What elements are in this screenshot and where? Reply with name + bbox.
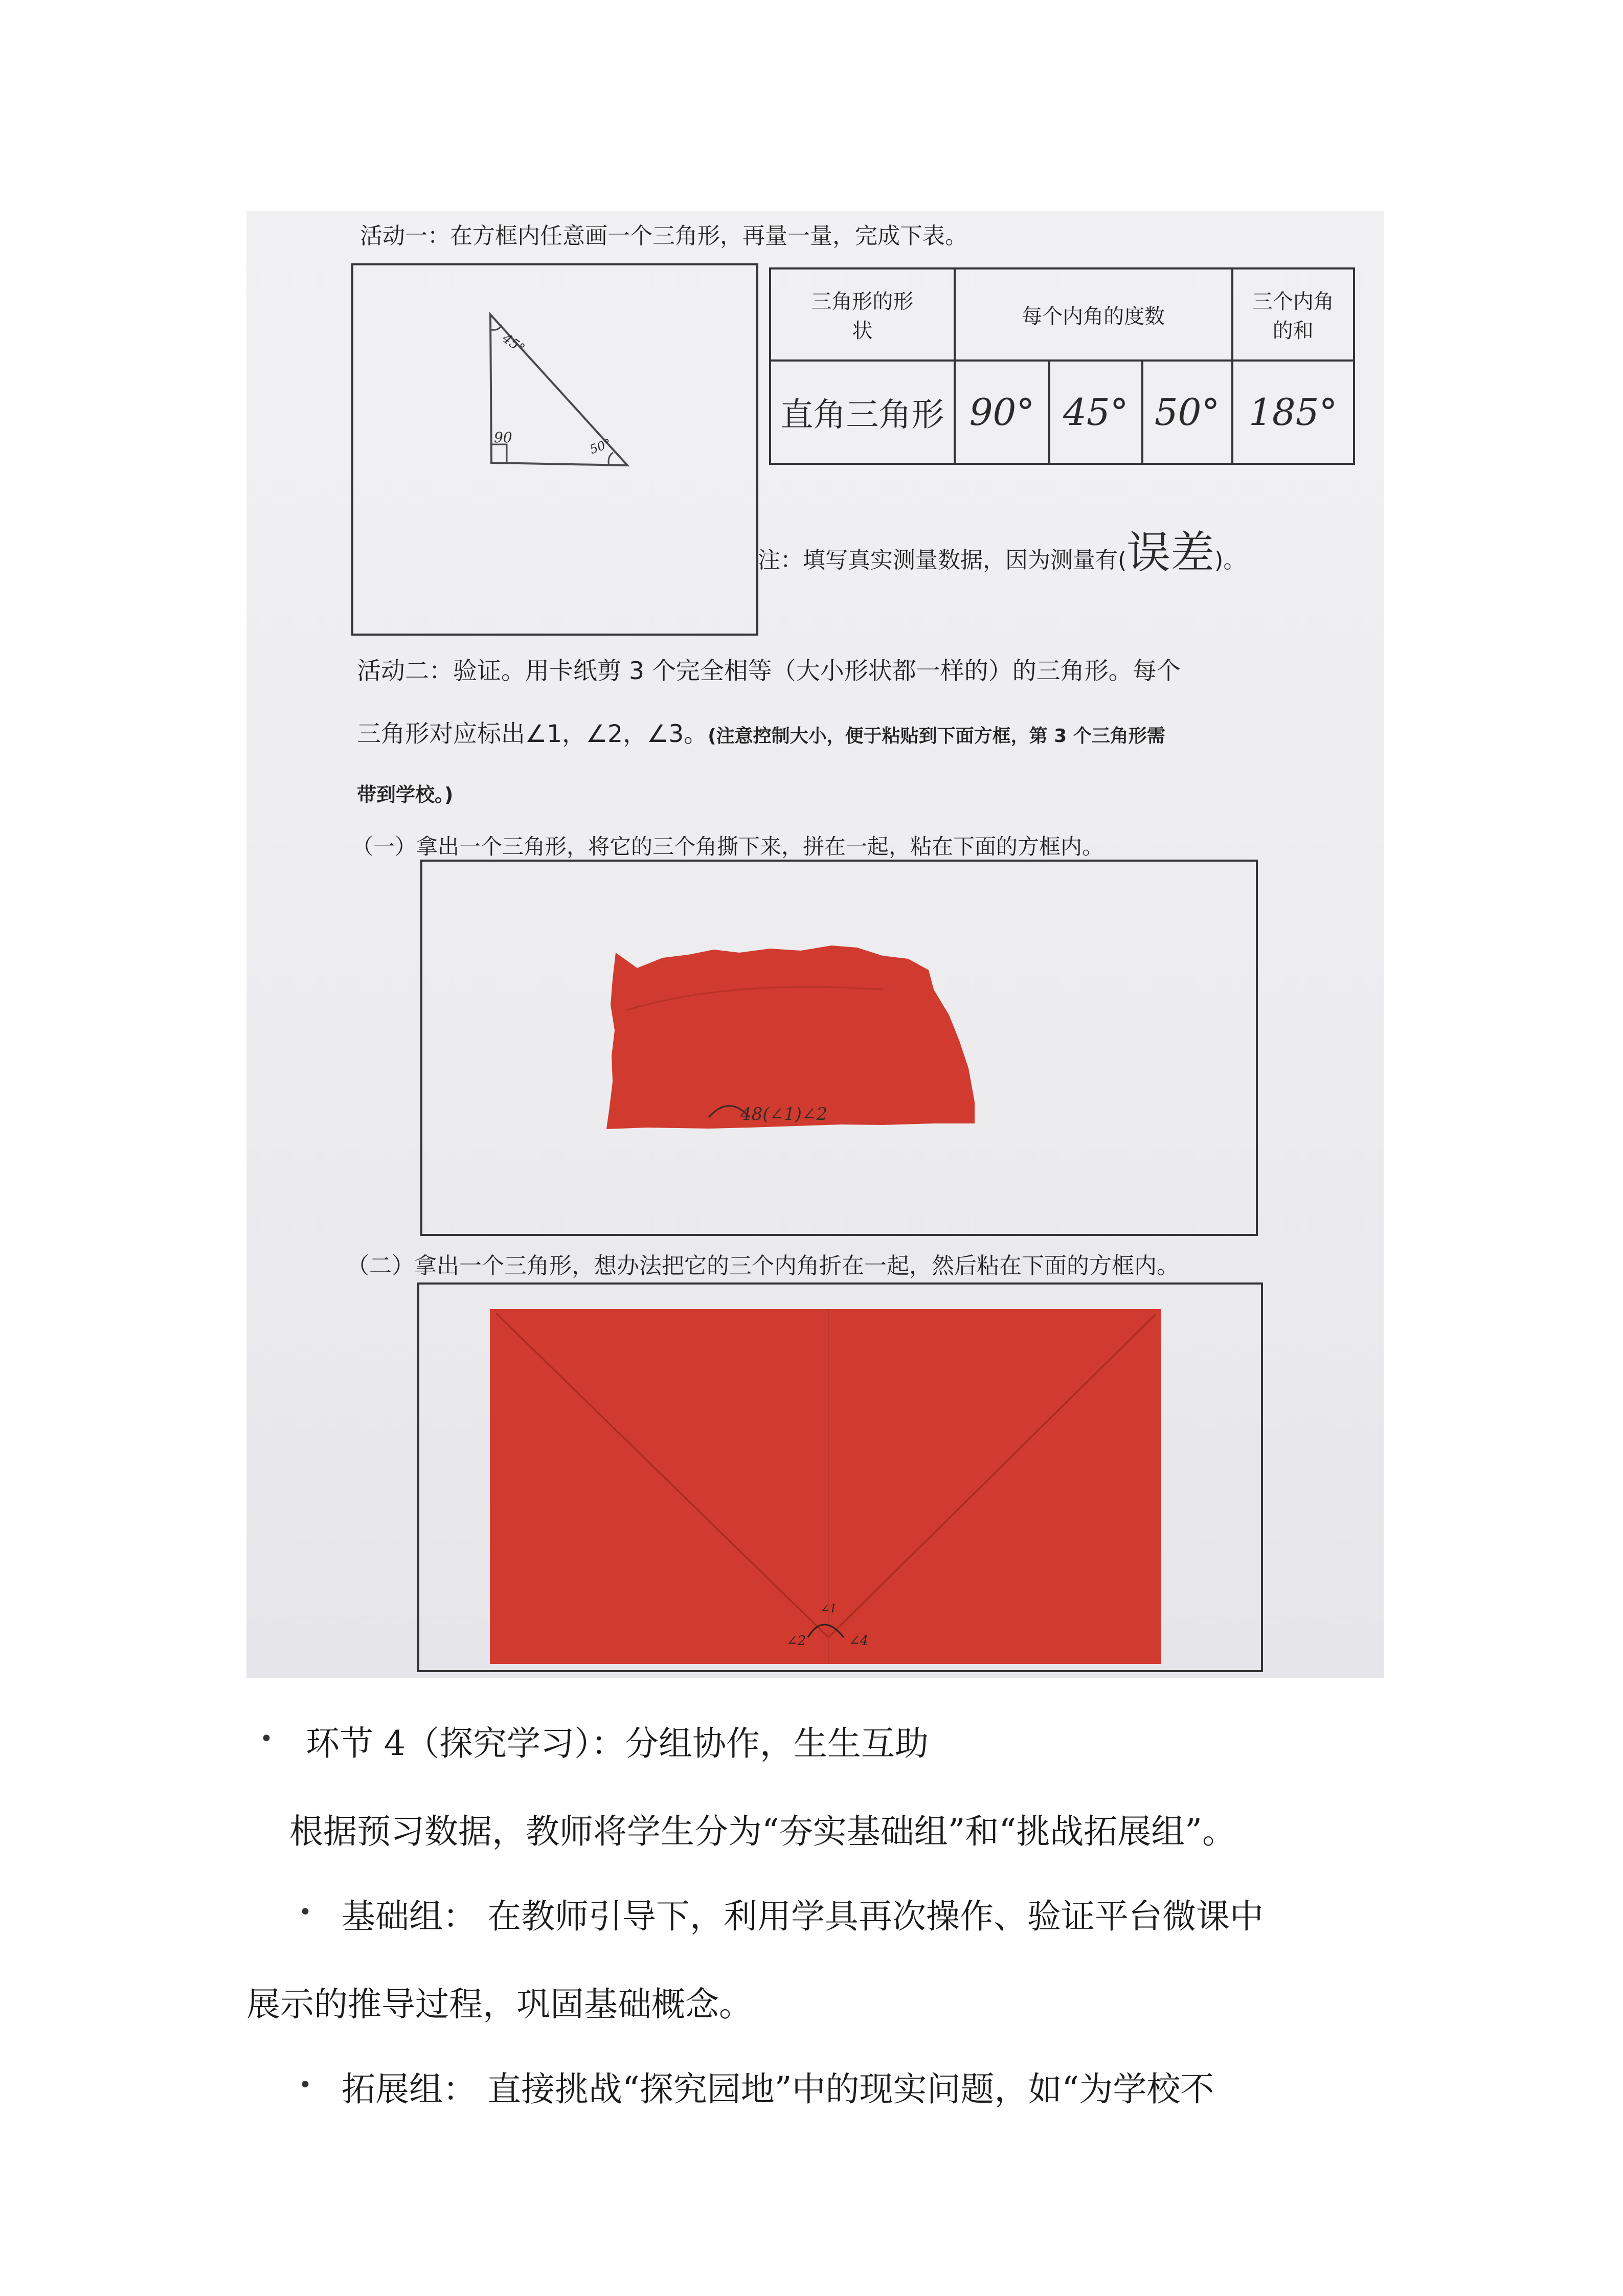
part2-label-right: ∠4 <box>849 1633 869 1649</box>
part1-box <box>420 860 1258 1236</box>
drawing-box <box>351 263 758 636</box>
note-prefix: 注：填写真实测量数据，因为测量有( <box>758 547 1127 573</box>
header-angles: 每个内角的度数 <box>955 268 1232 361</box>
extension-group-line1: 拓展组： 直接挑战“探究园地”中的现实问题，如“为学校不 <box>342 2069 1214 2109</box>
basic-group-line1: 基础组： 在教师引导下，利用学具再次操作、验证平台微课中 <box>342 1897 1264 1936</box>
basic-group-line2: 展示的推导过程，巩固基础概念。 <box>246 1985 753 2024</box>
part1-handwritten-labels: 48(∠1)∠2 <box>740 1104 828 1124</box>
cell-angle-3: 50° <box>1142 361 1232 464</box>
bullet-marker: • <box>299 2072 312 2098</box>
activity2-line3: 带到学校。) <box>357 783 454 806</box>
activity2-line2 <box>357 715 1165 749</box>
triangle-label-top: 45° <box>499 330 528 357</box>
cell-angle-1: 90° <box>955 361 1050 464</box>
section-heading: 环节 4（探究学习）：分组协作，生生互助 <box>306 1724 929 1763</box>
activity2-line2-main: 三角形对应标出∠1，∠2，∠3。 <box>357 720 708 748</box>
note-line <box>758 517 1246 580</box>
bullet-marker: • <box>299 1899 312 1925</box>
torn-angles-paper <box>422 862 1256 1234</box>
bullet-marker: • <box>260 1726 273 1752</box>
activity2-line1: 活动二：验证。用卡纸剪 3 个完全相等（大小形状都一样的）的三角形。每个 <box>357 657 1181 685</box>
cell-sum: 185° <box>1232 361 1354 464</box>
part1-instruction: （一）拿出一个三角形，将它的三个角撕下来，拼在一起，粘在下面的方框内。 <box>352 834 1104 859</box>
part2-instruction: （二）拿出一个三角形，想办法把它的三个内角折在一起，然后粘在下面的方框内。 <box>347 1253 1179 1279</box>
triangle-drawing <box>353 265 756 634</box>
triangle-label-right-angle: 90 <box>494 429 512 446</box>
cell-shape: 直角三角形 <box>770 361 955 464</box>
activity1-title: 活动一：在方框内任意画一个三角形，再量一量，完成下表。 <box>360 223 967 249</box>
triangle-label-bottom-right: 50° <box>588 436 614 457</box>
measurement-table <box>769 267 1355 465</box>
cell-angle-2: 45° <box>1049 361 1142 464</box>
activity2-line2-note: (注意控制大小，便于粘贴到下面方框，第 3 个三角形需 <box>708 726 1165 747</box>
note-handwritten: 误差 <box>1126 527 1215 578</box>
worksheet-photo <box>246 211 1384 1678</box>
header-shape: 三角形的形状 <box>770 268 955 361</box>
group-paragraph: 根据预习数据，教师将学生分为“夯实基础组”和“挑战拓展组”。 <box>289 1812 1236 1851</box>
part2-label-mid: ∠1 <box>820 1603 837 1615</box>
part2-box <box>417 1282 1263 1672</box>
folded-triangle-paper <box>419 1285 1261 1670</box>
header-sum: 三个内角的和 <box>1232 268 1354 361</box>
note-suffix: )。 <box>1214 547 1246 573</box>
part2-label-left: ∠2 <box>786 1633 806 1649</box>
